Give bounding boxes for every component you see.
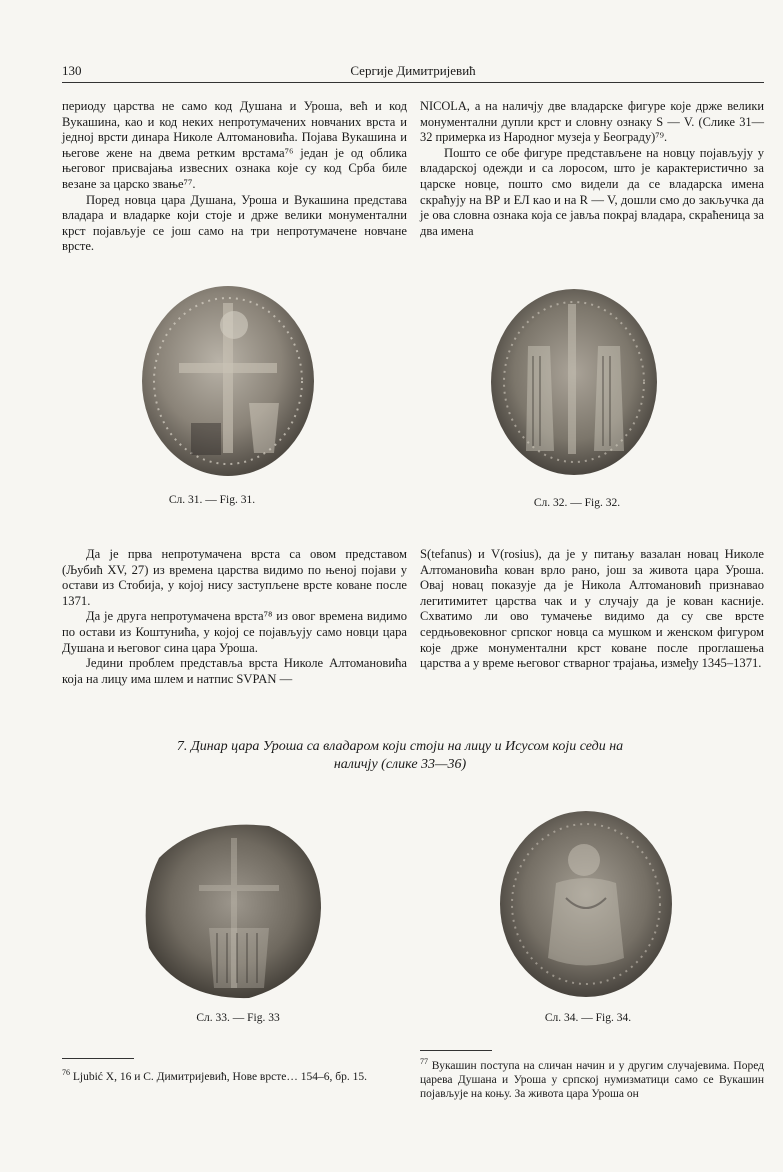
header-rule [62,82,764,83]
page-number: 130 [62,63,82,78]
footnote-marker: 76 [62,1068,70,1077]
footnote-76 [62,1066,397,1084]
coin-image-fig32 [488,286,660,478]
left-column-mid [62,547,407,687]
paragraph: NICOLA, а на наличју две владарске фигуре које држе велики монументални дупли крст и словну ознаку S — V. (Слике 31—32 примерка из Народног музеја у Београду)⁷⁹. [420,99,764,145]
paragraph: Пошто се обе фигуре представљене на новцу појављују у владарској одежди и са лоросом, што је карактеристично за царске новце, пошто смо видели да се владарска имена скраћују на ВР и ЕЛ као и на R — V, дошли смо до закључка да је ова словна ознака која се јавља покрај владара, скраћеница за два имена [420,145,764,238]
coin-image-fig34 [496,808,676,1000]
footnote-rule [420,1050,492,1051]
footnote-text: Вукашин поступа на сличан начин и у другим случајевима. Поред царева Душана и Уроша у српској нумизматици само се Вукашин појављује на коњу. За живота цара Уроша он [420,1059,764,1100]
section-heading-line: наличју (слике 33—36) [333,757,467,772]
coin-image-fig33 [139,818,325,1002]
paragraph: Да је друга непротумачена врста⁷⁸ из овог времена видимо по остави из Коштунића, у којој се појављују само новци цара Душана и његовог сина цара Уроша. [62,609,407,655]
figure-caption-32: Сл. 32. — Fig. 32. [533,497,621,509]
paragraph: Поред новца цара Душана, Уроша и Вукашина представа владара и владарке који стоје и држе велики монументални крст појављује се још само на три непротумачене новчане врсте. [62,192,407,254]
right-column-mid [420,547,764,672]
paragraph: Једини проблем представља врста Николе Алтомановића која на лицу има шлем и натпис SVPAN — [62,656,407,686]
footnote-marker: 77 [420,1057,428,1066]
figure-caption-33: Сл. 33. — Fig. 33 [196,1012,280,1024]
right-column-top [420,99,764,239]
paragraph: S(tefanus) и V(rosius), да је у питању вазалан новац Николе Алтомановића кован врло рано, још за живота цара Уроша. Овај новац показује да је Никола Алтомановић признавао легитимитет царства чак и у случају да је кован касније. Схватимо ли ово тумачење видимо да су све врсте сердњовековног српског новца са мушком и женском фигуром које држе монументални крст коване после проглашења царства а у време његовог стварног трајања, између 1345–1371. [420,547,764,671]
paragraph: Да је прва непротумачена врста са овом представом (Љубић XV, 27) из времена царства видимо по њеној појави у остави из Стобија, у којој нису заступљене врсте коване после 1371. [62,547,407,608]
footnote-77 [420,1055,764,1101]
figure-caption-34: Сл. 34. — Fig. 34. [544,1012,632,1024]
footnote-rule [62,1058,134,1059]
left-column-top [62,99,407,255]
coin-image-fig31 [139,283,317,479]
page-header [62,63,764,81]
running-head: Сергије Димитријевић [350,63,476,78]
figure-caption-31: Сл. 31. — Fig. 31. [168,494,256,506]
section-heading [120,738,680,774]
paragraph: периоду царства не само код Душана и Уроша, већ и код Вукашина, као и код неких непротумачених новчаних врста и једној врсти динара Николе Алтомановића. Појава Вукашина и његове жене на двема ретким врстама⁷⁶ један је од облика његовог присвајања извесних ознака које су код Срба биле везане за царско звање⁷⁷. [62,99,407,191]
footnote-text: Ljubić X, 16 и С. Димитријевић, Нове врсте… 154–6, бр. 15. [72,1070,367,1083]
section-heading-line: 7. Динар цара Уроша са владаром који стоји на лицу и Исусом који седи на [176,739,624,754]
